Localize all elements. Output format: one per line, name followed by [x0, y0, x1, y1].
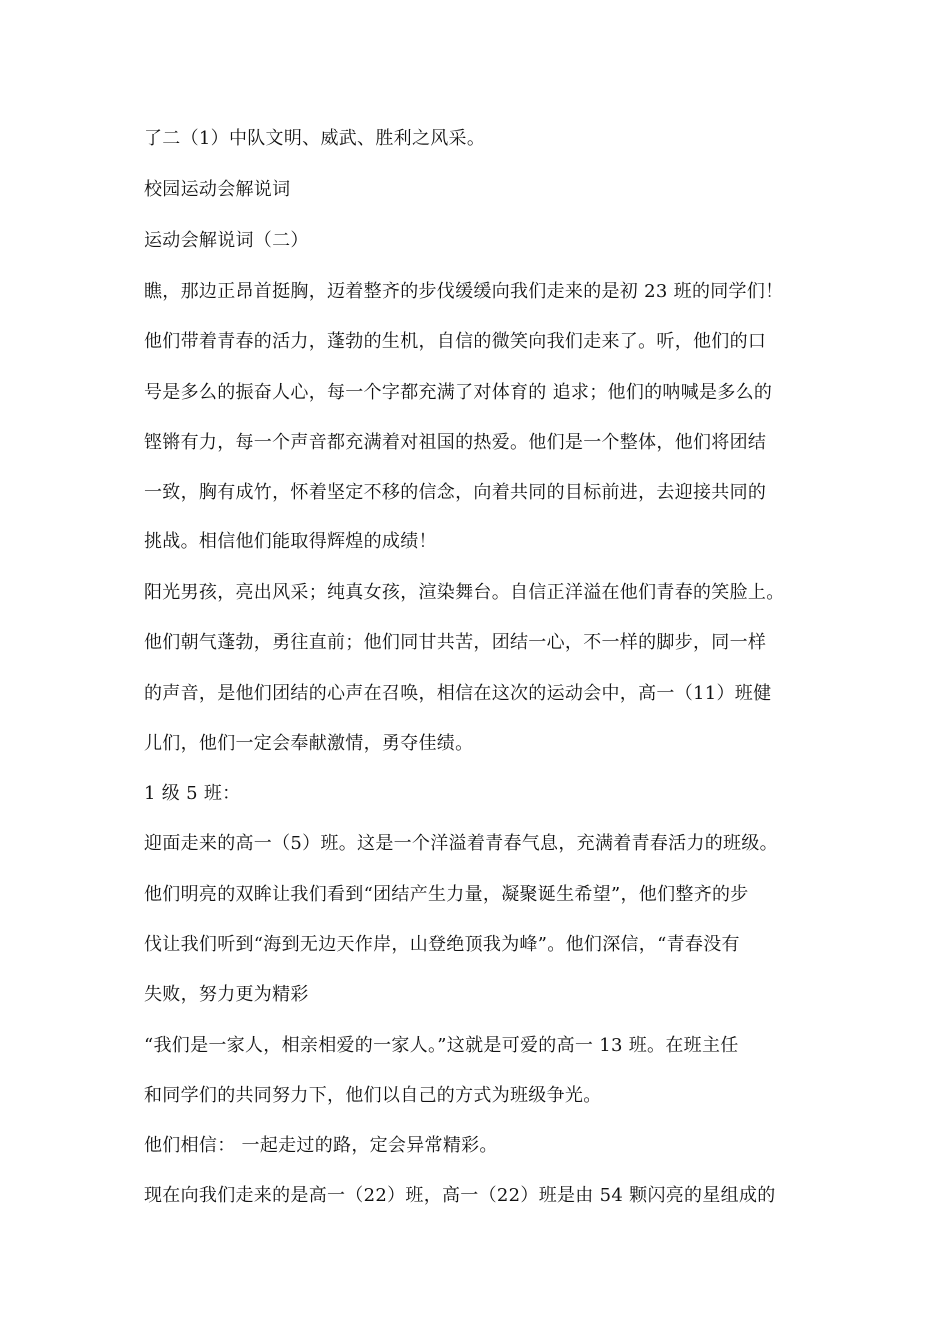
text-line: 和同学们的共同努力下，他们以自己的方式为班级争光。: [144, 1085, 602, 1106]
section-heading: 校园运动会解说词: [144, 179, 291, 200]
text-line: 伐让我们听到“海到无边天作岸，山登绝顶我为峰”。他们深信，“青春没有: [144, 934, 740, 955]
text-line: 迎面走来的高一（5）班。这是一个洋溢着青春气息，充满着青春活力的班级。: [144, 833, 778, 854]
text-line: 他们带着青春的活力，蓬勃的生机，自信的微笑向我们走来了。听，他们的口: [144, 331, 767, 352]
section-heading: 运动会解说词（二）: [144, 230, 309, 251]
text-line: 他们朝气蓬勃，勇往直前；他们同甘共苦，团结一心，不一样的脚步，同一样: [144, 632, 767, 653]
text-line: 的声音，是他们团结的心声在召唤，相信在这次的运动会中，高一（11）班健: [144, 683, 772, 704]
text-line: “我们是一家人，相亲相爱的一家人。”这就是可爱的高一 13 班。在班主任: [144, 1035, 739, 1056]
text-line: 阳光男孩，亮出风采；纯真女孩，渲染舞台。自信正洋溢在他们青春的笑脸上。: [144, 582, 785, 603]
text-line: 铿锵有力，每一个声音都充满着对祖国的热爱。他们是一个整体，他们将团结: [144, 432, 767, 453]
text-line: 挑战。相信他们能取得辉煌的成绩！: [144, 531, 437, 552]
text-line: 他们明亮的双眸让我们看到“团结产生力量，凝聚诞生希望”，他们整齐的步: [144, 884, 749, 905]
text-line: 瞧，那边正昂首挺胸，迈着整齐的步伐缓缓向我们走来的是初 23 班的同学们！: [144, 281, 784, 302]
section-heading: 1 级 5 班：: [144, 783, 241, 804]
text-line: 失败，努力更为精彩: [144, 984, 309, 1005]
text-line: 号是多么的振奋人心，每一个字都充满了对体育的 追求；他们的呐喊是多么的: [144, 382, 773, 403]
text-line: 他们相信： 一起走过的路，定会异常精彩。: [144, 1135, 498, 1156]
text-line: 现在向我们走来的是高一（22）班，高一（22）班是由 54 颗闪亮的星组成的: [144, 1185, 776, 1206]
text-line: 了二（1）中队文明、威武、胜利之风采。: [144, 128, 486, 149]
text-line: 一致，胸有成竹，怀着坚定不移的信念，向着共同的目标前进，去迎接共同的: [144, 482, 767, 503]
text-line: 儿们，他们一定会奉献激情，勇夺佳绩。: [144, 733, 474, 754]
